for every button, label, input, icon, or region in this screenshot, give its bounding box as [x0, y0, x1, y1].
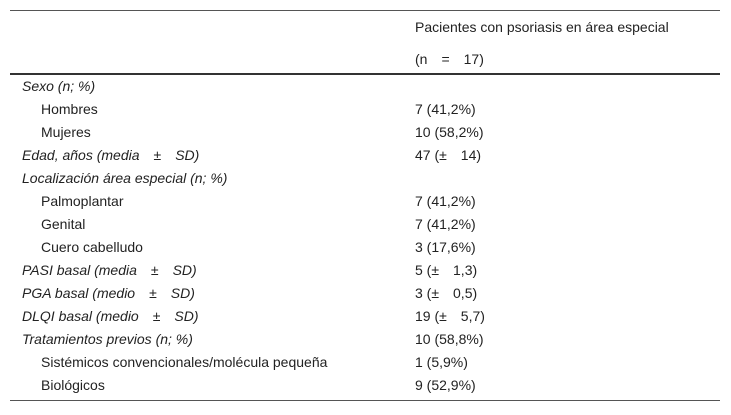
row-label: Sistémicos convencionales/molécula pequeña [41, 354, 328, 370]
table-row [10, 374, 720, 397]
table-row [10, 98, 720, 121]
row-value: 3 (17,6%) [415, 239, 476, 255]
table-header [10, 11, 720, 73]
row-label: Sexo (n; %) [22, 78, 96, 94]
column-header-title: Pacientes con psoriasis en área especial [415, 19, 669, 35]
table-row [10, 282, 720, 305]
table-row [10, 351, 720, 374]
row-label: Cuero cabelludo [41, 239, 143, 255]
row-label: Edad, años (media ± SD) [22, 147, 200, 163]
table-body [10, 75, 720, 397]
row-label: Biológicos [41, 377, 105, 393]
row-value: 10 (58,2%) [415, 124, 484, 140]
table-row [10, 328, 720, 351]
table-row [10, 236, 720, 259]
table-row [10, 213, 720, 236]
row-value: 47 (± 14) [415, 147, 482, 163]
column-header-n: (n = 17) [415, 51, 484, 67]
table-row [10, 190, 720, 213]
row-label: DLQI basal (medio ± SD) [22, 308, 199, 324]
row-value: 3 (± 0,5) [415, 285, 478, 301]
row-value: 10 (58,8%) [415, 331, 484, 347]
row-value: 7 (41,2%) [415, 216, 476, 232]
table-row [10, 121, 720, 144]
table-row [10, 305, 720, 328]
row-label: Tratamientos previos (n; %) [22, 331, 193, 347]
row-label: Mujeres [41, 124, 91, 140]
bottom-rule [10, 400, 720, 401]
row-label: PASI basal (media ± SD) [22, 262, 197, 278]
row-value: 9 (52,9%) [415, 377, 476, 393]
data-table [10, 10, 720, 401]
table-row [10, 167, 720, 190]
row-label: Hombres [41, 101, 98, 117]
row-label: Localización área especial (n; %) [22, 170, 228, 186]
row-value: 5 (± 1,3) [415, 262, 478, 278]
row-value: 7 (41,2%) [415, 101, 476, 117]
table-row [10, 75, 720, 98]
row-value: 7 (41,2%) [415, 193, 476, 209]
row-label: Genital [41, 216, 86, 232]
table-row [10, 144, 720, 167]
row-label: PGA basal (medio ± SD) [22, 285, 195, 301]
table-row [10, 259, 720, 282]
row-label: Palmoplantar [41, 193, 124, 209]
row-value: 1 (5,9%) [415, 354, 468, 370]
row-value: 19 (± 5,7) [415, 308, 485, 324]
